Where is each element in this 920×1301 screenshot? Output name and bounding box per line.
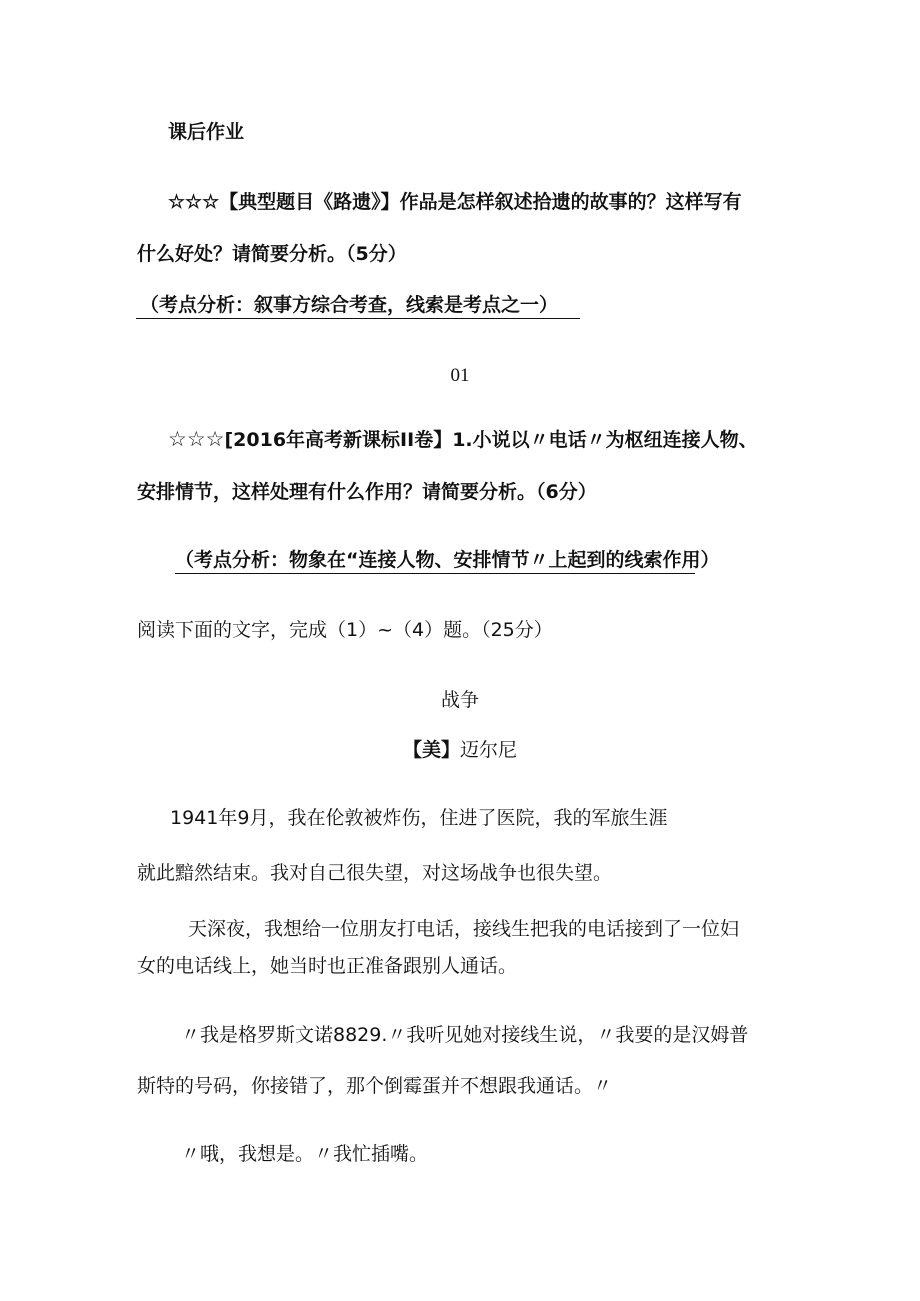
- task1-line2: 什么好处？请简要分析。（5分）: [137, 243, 407, 265]
- story-title: 战争: [440, 689, 479, 711]
- page-heading: 课后作业: [168, 121, 245, 143]
- task2-stars: ☆☆☆: [168, 427, 225, 451]
- task1-question-part1: 【典型题目《路遗》】作品是怎样叙述拾遗的故事的？这样写有: [219, 191, 742, 213]
- task2-analysis: （考点分析：物象在“连接人物、安排情节〃上起到的线索作用）: [175, 549, 720, 571]
- paragraph-2-line-1: 天深夜，我想给一位朋友打电话，接线生把我的电话接到了一位妇: [188, 918, 740, 940]
- section-number: 01: [450, 365, 470, 386]
- task2-question-part1: [2016年高考新课标II卷】1.小说以〃电话〃为枢纽连接人物、: [224, 429, 758, 451]
- task1-stars: ☆☆☆: [168, 192, 220, 213]
- reading-instruction: 阅读下面的文字，完成（1）~（4）题。（25分）: [137, 619, 553, 641]
- task1-analysis-underline: [136, 318, 580, 319]
- paragraph-3-line-2: 斯特的号码，你接错了，那个倒霉蛋并不想跟我通话。〃: [137, 1075, 613, 1097]
- task1-analysis: （考点分析：叙事方综合考查，线索是考点之一）: [140, 294, 559, 316]
- paragraph-1-line-1: 1941年9月，我在伦敦被炸伤，住进了医院，我的军旅生涯: [170, 807, 668, 829]
- story-author: [0, 736, 920, 764]
- author-nationality: 【美】: [402, 739, 460, 761]
- task2-line2: 安排情节，这样处理有什么作用？请简要分析。（6分）: [137, 481, 597, 503]
- task2-line1: [168, 425, 758, 454]
- paragraph-4-line-1: 〃哦，我想是。〃我忙插嘴。: [181, 1143, 429, 1165]
- task1-line1: [168, 188, 742, 217]
- paragraph-3-line-1: 〃我是格罗斯文诺8829.〃我听见她对接线生说，〃我要的是汉姆普: [181, 1024, 749, 1046]
- author-name: 迈尔尼: [460, 739, 518, 761]
- task2-analysis-underline: [175, 573, 695, 574]
- paragraph-1-line-2: 就此黯然结束。我对自己很失望，对这场战争也很失望。: [137, 862, 613, 884]
- paragraph-2-line-2: 女的电话线上，她当时也正准备跟别人通话。: [137, 955, 518, 977]
